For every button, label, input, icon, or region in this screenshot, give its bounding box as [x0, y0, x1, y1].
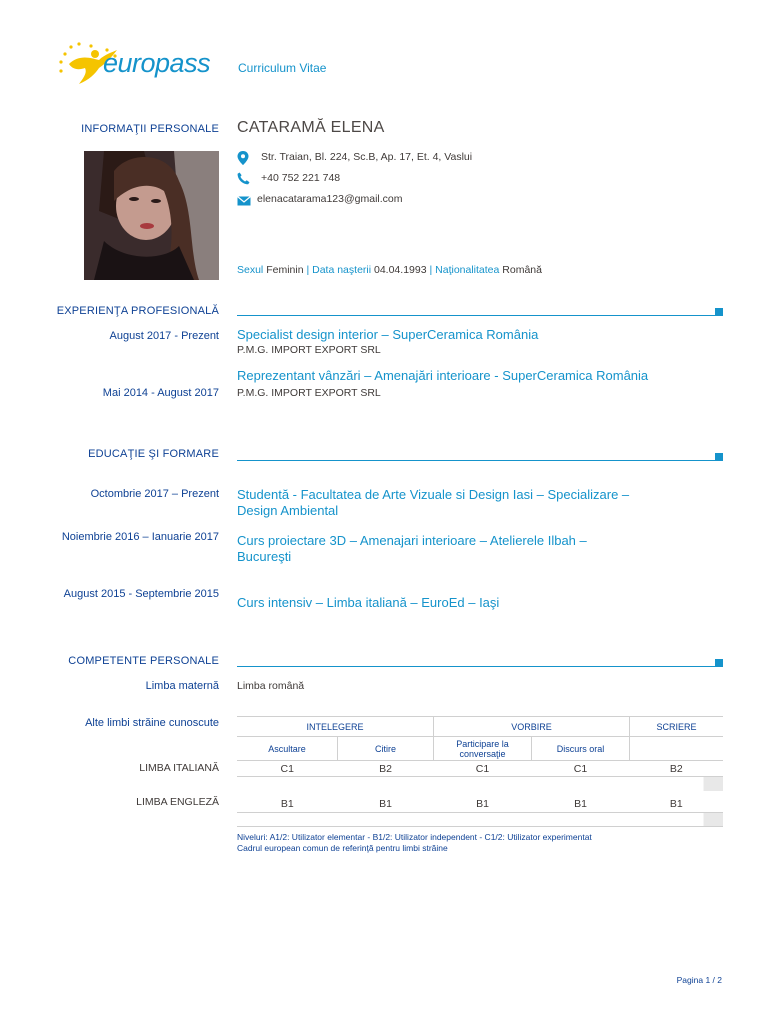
separator: | [429, 264, 433, 276]
level-cell: B2 [379, 762, 392, 775]
level-cell: B1 [280, 798, 294, 811]
language-table [237, 716, 723, 827]
subheader: Discurs oral [532, 737, 630, 761]
level-cell: B1 [476, 798, 489, 811]
mother-tongue-label: Limba maternă [145, 680, 219, 692]
experience-title: Specialist design interior – SuperCeramica România [237, 327, 539, 342]
nationality-value: Română [502, 264, 542, 276]
email-text[interactable]: elenacatarama123@gmail.com [257, 193, 403, 205]
experience-date: Mai 2014 - August 2017 [102, 387, 219, 399]
experience-employer: P.M.G. IMPORT EXPORT SRL [237, 387, 381, 399]
education-date: Noiembrie 2016 – Ianuarie 2017 [61, 531, 219, 543]
experience-employer: P.M.G. IMPORT EXPORT SRL [237, 344, 381, 356]
education-title [237, 487, 629, 519]
personal-details [237, 264, 542, 276]
experience-title: Reprezentant vânzări – Amenajări interioare - SuperCeramica România [237, 368, 649, 383]
email-icon [237, 196, 251, 206]
document-type: Curriculum Vitae [238, 61, 327, 75]
address-text: Str. Traian, Bl. 224, Sc.B, Ap. 17, Et. 4, Vaslui [261, 151, 473, 163]
person-name: CATARAMĂ ELENA [237, 119, 385, 136]
other-languages-label: Alte limbi străine cunoscute [85, 717, 219, 729]
sex-value: Feminin [266, 264, 304, 276]
level-cell: B1 [379, 798, 392, 811]
section-divider-marker [715, 453, 723, 461]
section-divider-marker [715, 308, 723, 316]
education-title-line: Studentă - Facultatea de Arte Vizuale si Design Iasi – Specializare – [237, 487, 630, 502]
phone-icon [237, 172, 250, 185]
levels-note: Niveluri: A1/2: Utilizator elementar - B1/2: Utilizator independent - C1/2: Utilizator experimentat [237, 832, 592, 842]
certificate-row [237, 777, 723, 791]
birth-label: Data naşterii [312, 264, 372, 276]
experience-date: August 2017 - Prezent [109, 330, 219, 342]
group-header: VORBIRE [434, 717, 630, 737]
education-title-line: Bucureşti [237, 549, 292, 564]
location-pin-icon [237, 151, 249, 165]
separator: | [306, 264, 310, 276]
framework-note: Cadrul european comun de referinţă pentru limbi străine [237, 843, 448, 853]
level-cell: B2 [669, 762, 683, 775]
group-header: SCRIERE [630, 717, 724, 737]
subheader: Citire [338, 737, 434, 761]
europass-logo [55, 40, 225, 90]
level-cell: C1 [475, 762, 490, 775]
sex-label: Sexul [237, 264, 264, 276]
section-education: EDUCAŢIE ŞI FORMARE [88, 448, 219, 460]
education-date: August 2015 - Septembrie 2015 [63, 588, 219, 600]
section-divider [237, 460, 715, 461]
mother-tongue-value: Limba română [237, 680, 305, 692]
language-name: LIMBA ITALIANĂ [139, 762, 219, 774]
birth-value: 04.04.1993 [374, 264, 427, 276]
level-cell: C1 [280, 762, 294, 775]
section-divider [237, 315, 715, 316]
group-header: INTELEGERE [237, 717, 434, 737]
education-title-line: Curs proiectare 3D – Amenajari interioare – Atelierele Ilbah – [237, 533, 587, 548]
subheader: Participare la conversaţie [434, 737, 532, 761]
section-competences: COMPETENTE PERSONALE [68, 655, 219, 667]
phone-text: +40 752 221 748 [261, 172, 341, 184]
profile-photo [84, 151, 219, 280]
section-divider-marker [715, 659, 723, 667]
education-title-line: Curs intensiv – Limba italiană – EuroEd – Iaşi [237, 595, 500, 610]
certificate-row [237, 813, 723, 827]
education-title [237, 595, 499, 611]
education-date: Octombrie 2017 – Prezent [90, 488, 219, 500]
education-title-line: Design Ambiental [237, 503, 339, 518]
logo-text: europass [103, 48, 211, 78]
level-cell: B1 [574, 798, 587, 811]
subheader: Ascultare [237, 737, 338, 761]
section-experience: EXPERIENŢA PROFESIONALĂ [56, 305, 219, 317]
subheader-empty [630, 737, 724, 761]
level-cell: C1 [573, 762, 588, 775]
level-cell: B1 [669, 798, 683, 811]
language-name: LIMBA ENGLEZĂ [136, 796, 219, 808]
nationality-label: Naţionalitatea [435, 264, 500, 276]
education-title [237, 533, 587, 565]
section-personal-info: INFORMAŢII PERSONALE [81, 123, 219, 135]
section-divider [237, 666, 715, 667]
page-number: Pagina 1 / 2 [676, 975, 722, 985]
